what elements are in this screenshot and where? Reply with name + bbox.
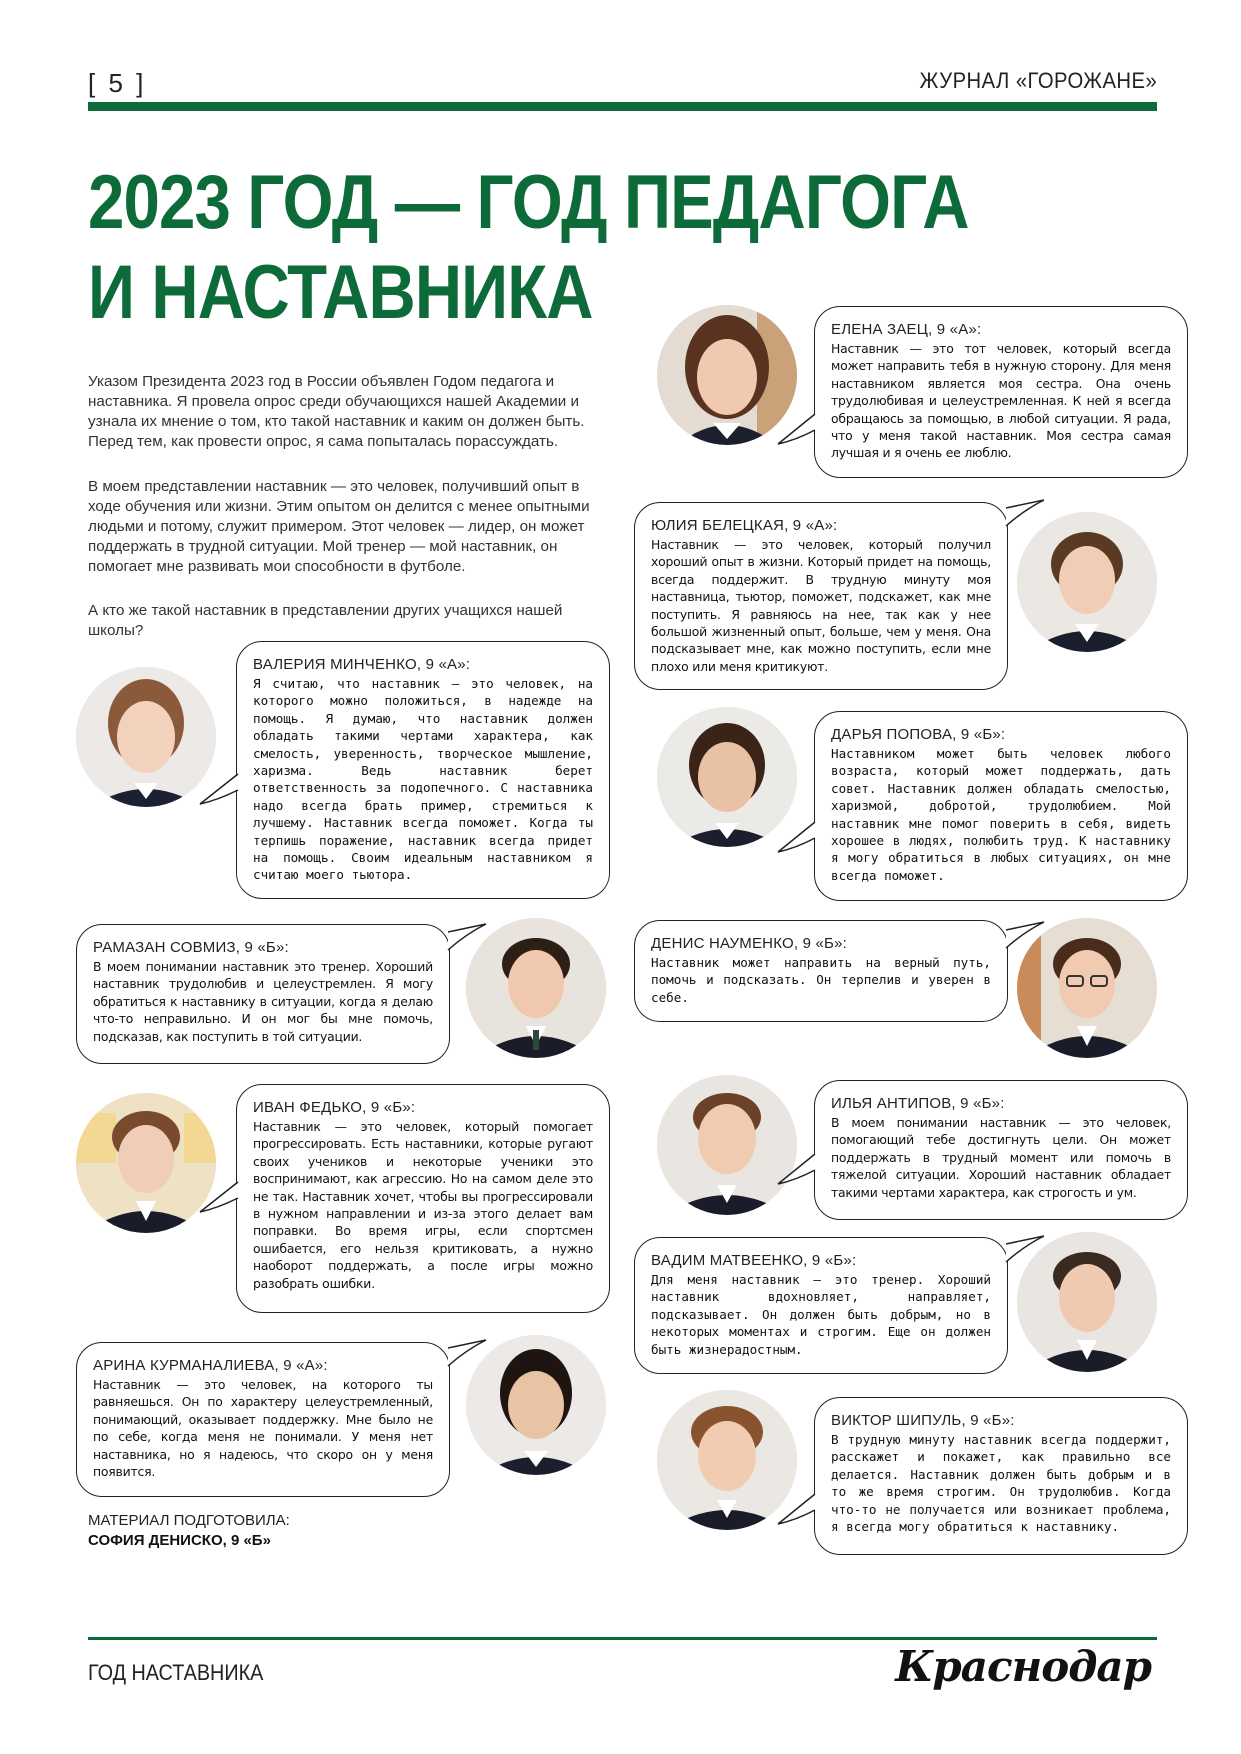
portrait-ilya-antipov — [657, 1075, 797, 1215]
bubble-tail — [196, 1178, 242, 1218]
intro-paragraph-3: А кто же такой наставник в представлении других учащихся нашей школы? — [88, 602, 563, 639]
quote-bubble-darya-popova — [814, 711, 1188, 901]
bubble-tail — [442, 920, 488, 960]
bubble-tail — [776, 1150, 820, 1190]
quote-text: Наставник — это человек, который получил хороший опыт в жизни. Который придет на помощь, всегда поддержит. В трудную минуту моя наставница, тьютор, поможет, подскажет, как мне поступить. Я равняюсь на нее, так как у нее большой жизненный опыт, больше, чем у меня. Она подсказывает мне, как можно поступить, если мне плохо или меня критикуют. — [651, 537, 991, 674]
bubble-tail — [1000, 496, 1046, 536]
top-divider — [88, 102, 1157, 111]
bubble-tail — [442, 1336, 488, 1376]
quote-author: ВАДИМ МАТВЕЕНКО, 9 «Б»: — [651, 1252, 857, 1269]
quote-author: ИВАН ФЕДЬКО, 9 «Б»: — [253, 1099, 416, 1116]
quote-author: ВАЛЕРИЯ МИНЧЕНКО, 9 «А»: — [253, 656, 471, 673]
quote-bubble-vadim-matveenko — [634, 1237, 1008, 1374]
article-title-line-2: И НАСТАВНИКА — [88, 250, 593, 335]
quote-text: В моем понимании наставник это тренер. Хороший наставник трудолюбив и целеустремлен. Я могу обратиться к наставнику в ситуации, когда я делаю что-то неправильно. И он мог бы мне помочь, подсказав, как поступить в той ситуации. — [93, 959, 433, 1044]
quote-bubble-yulia-beletskaya — [634, 502, 1008, 690]
quote-bubble-ilya-antipov — [814, 1080, 1188, 1220]
quote-text: В моем понимании наставник — это человек, помогающий тебе достигнуть цели. Он может поддержать в трудный момент или помочь в тяжелой ситуации. Хороший наставник обладает такими чертами характера, как строгость и ум. — [831, 1115, 1171, 1200]
quote-bubble-viktor-shipul — [814, 1397, 1188, 1555]
bubble-tail — [1000, 1232, 1046, 1272]
quote-bubble-valeria-minchenko — [236, 641, 610, 899]
intro-paragraph-2: В моем представлении наставник — это человек, получивший опыт в ходе обучения или жизни. Этим опытом он делится с менее опытными людьми и потому, служит примером. Этот человек — лидер, он может поддержать в трудной ситуации. Мой тренер — мой наставник, он помогает мне развивать мои способности в футболе. — [88, 478, 590, 575]
quote-author: ЮЛИЯ БЕЛЕЦКАЯ, 9 «А»: — [651, 517, 838, 534]
bubble-tail — [776, 410, 820, 450]
bubble-tail — [1000, 918, 1046, 958]
portrait-ivan-fedko — [76, 1093, 216, 1233]
intro-paragraph-1: Указом Президента 2023 год в России объявлен Годом педагога и наставника. Я провела опрос среди обучающихся нашей Академии и узнала их мнение о том, кто такой наставник и каким он должен быть. Перед тем, как провести опрос, я сама попыталась порассуждать. — [88, 373, 585, 450]
journal-title: ЖУРНАЛ «ГОРОЖАНЕ» — [919, 68, 1157, 93]
quote-text: В трудную минуту наставник всегда поддержит, расскажет и покажет, как правильно все делается. Наставник должен быть добрым и в то же время строгим. Он трудолюбив. Когда что-то не получается или возникает проблема, я всегда могу обратиться к наставнику. — [831, 1432, 1171, 1535]
article-title-line-1: 2023 ГОД — ГОД ПЕДАГОГА — [88, 160, 969, 245]
quote-bubble-arina-kurmanalieva — [76, 1342, 450, 1497]
krasnodar-logo: Краснодар — [895, 1642, 1151, 1691]
quote-author: ДЕНИС НАУМЕНКО, 9 «Б»: — [651, 935, 847, 952]
bubble-tail — [776, 818, 820, 858]
quote-author: АРИНА КУРМАНАЛИЕВА, 9 «А»: — [93, 1357, 328, 1374]
quote-bubble-ramazan-sovmiz — [76, 924, 450, 1064]
credit-author: СОФИЯ ДЕНИСКО, 9 «Б» — [88, 1532, 271, 1549]
quote-text: Я считаю, что наставник — это человек, на которого можно положиться, в надежде на помощь. Я думаю, что наставник должен обладать такими чертами характера, как смелость, уверенность, творческое мышление, харизма. Ведь наставник берет ответственность за подопечного. С наставника надо всегда брать пример, стремиться к лучшему. Наставник всегда поможет. Когда ты терпишь поражение, наставник всегда придет на помощь. Своим идеальным наставником я считаю моего тьютора. — [253, 676, 593, 883]
quote-text: Для меня наставник — это тренер. Хороший наставник вдохновляет, направляет, подсказывает. Он должен быть добрым, но в некоторых моментах и строгим. Еще он должен быть жизнерадостным. — [651, 1272, 991, 1357]
portrait-valeria-minchenko — [76, 667, 216, 807]
quote-bubble-elena-zaets — [814, 306, 1188, 478]
quote-author: ЕЛЕНА ЗАЕЦ, 9 «А»: — [831, 321, 982, 338]
bottom-divider — [88, 1637, 1157, 1640]
quote-author: РАМАЗАН СОВМИЗ, 9 «Б»: — [93, 939, 289, 956]
bubble-tail — [196, 770, 242, 810]
quote-author: ИЛЬЯ АНТИПОВ, 9 «Б»: — [831, 1095, 1005, 1112]
quote-text: Наставник — это тот человек, который всегда может направить тебя в нужную сторону. Для меня наставником является моя сестра. Она очень трудолюбивая и целеустремленная. К ней я всегда обращаюсь за помощью, в любой ситуации. Я рада, что у меня такой наставник. Моя сестра самая лучшая и я очень ее люблю. — [831, 341, 1171, 461]
quote-text: Наставником может быть человек любого возраста, который может поддержать, дать совет. Наставник должен обладать смелостью, харизмой, добротой, трудолюбием. Мой наставник мне помог поверить в себя, видеть хорошее в людях, полюбить труд. К наставнику я могу обратиться в любых ситуациях, он мне всегда поможет. — [831, 746, 1171, 883]
quote-author: ВИКТОР ШИПУЛЬ, 9 «Б»: — [831, 1412, 1015, 1429]
page-number: [ 5 ] — [88, 68, 147, 98]
quote-author: ДАРЬЯ ПОПОВА, 9 «Б»: — [831, 726, 1006, 743]
quote-bubble-denis-naumenko — [634, 920, 1008, 1022]
footer-section-title: ГОД НАСТАВНИКА — [88, 1660, 264, 1685]
quote-bubble-ivan-fedko — [236, 1084, 610, 1313]
quote-text: Наставник может направить на верный путь, помочь и подсказать. Он терпелив и уверен в себе. — [651, 955, 991, 1005]
bubble-tail — [776, 1490, 820, 1530]
quote-text: Наставник — это человек, на которого ты равняешься. Он по характеру целеустремленный, понимающий, оказывает поддержку. Мне было не по себе, когда меня не понимали. У меня нет наставника, но я надеюсь, что скоро он у меня появится. — [93, 1377, 433, 1480]
credit-label: МАТЕРИАЛ ПОДГОТОВИЛА: — [88, 1512, 290, 1529]
quote-text: Наставник — это человек, который помогает прогрессировать. Есть наставники, которые ругают своих учеников и некоторые ученики это воспринимают, как агрессию. Но на самом деле это не так. Наставник хочет, чтобы вы прогрессировали в нужном направлении и из-за этого делает вам поправки. Во время игры, если спортсмен ошибается, его нельзя критиковать, а нужно наоборот поддержать, а после игры можно разобрать ошибки. — [253, 1119, 593, 1291]
